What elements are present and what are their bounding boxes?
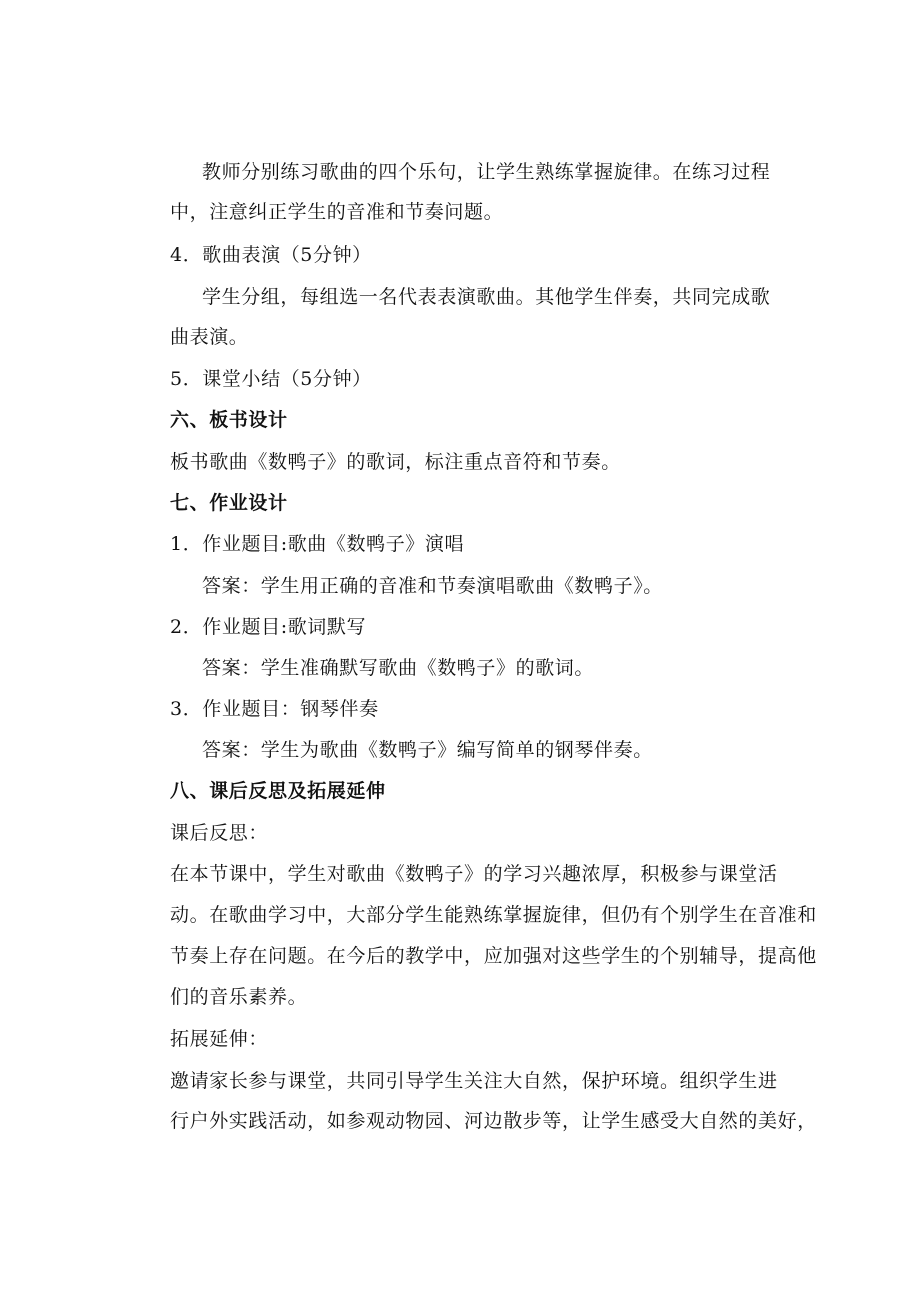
homework-answer-3: 答案：学生为歌曲《数鸭子》编写简单的钢琴伴奏。 bbox=[202, 739, 653, 761]
paragraph-line: 在本节课中，学生对歌曲《数鸭子》的学习兴趣浓厚，积极参与课堂活 bbox=[170, 863, 778, 885]
reflection-label: 课后反思： bbox=[170, 822, 269, 844]
paragraph-line: 板书歌曲《数鸭子》的歌词，标注重点音符和节奏。 bbox=[170, 451, 621, 473]
section-heading-8: 八、课后反思及拓展延伸 bbox=[170, 780, 386, 802]
paragraph-line: 们的音乐素养。 bbox=[170, 986, 308, 1008]
section-heading-6: 六、板书设计 bbox=[170, 409, 288, 431]
paragraph-line: 中，注意纠正学生的音准和节奏问题。 bbox=[170, 201, 504, 223]
paragraph-line: 动。在歌曲学习中，大部分学生能熟练掌握旋律，但仍有个别学生在音准和 bbox=[170, 904, 817, 926]
extension-label: 拓展延伸： bbox=[170, 1028, 269, 1050]
list-item-5: 5．课堂小结（5分钟） bbox=[170, 368, 372, 390]
homework-title-2: 2．作业题目:歌词默写 bbox=[170, 616, 367, 638]
homework-title-3: 3．作业题目：钢琴伴奏 bbox=[170, 698, 379, 720]
paragraph-line: 学生分组，每组选一名代表表演歌曲。其他学生伴奏，共同完成歌 bbox=[202, 286, 771, 308]
paragraph-line: 行户外实践活动，如参观动物园、河边散步等，让学生感受大自然的美好， bbox=[170, 1110, 817, 1132]
homework-answer-1: 答案：学生用正确的音准和节奏演唱歌曲《数鸭子》。 bbox=[202, 575, 663, 597]
paragraph-line: 邀请家长参与课堂，共同引导学生关注大自然，保护环境。组织学生进 bbox=[170, 1070, 778, 1092]
paragraph-line: 节奏上存在问题。在今后的教学中，应加强对这些学生的个别辅导，提高他 bbox=[170, 945, 817, 967]
list-item-4: 4．歌曲表演（5分钟） bbox=[170, 244, 372, 266]
paragraph-line: 曲表演。 bbox=[170, 326, 249, 348]
section-heading-7: 七、作业设计 bbox=[170, 492, 288, 514]
homework-title-1: 1．作业题目:歌曲《数鸭子》演唱 bbox=[170, 533, 465, 555]
homework-answer-2: 答案：学生准确默写歌曲《数鸭子》的歌词。 bbox=[202, 657, 595, 679]
paragraph-line: 教师分别练习歌曲的四个乐句，让学生熟练掌握旋律。在练习过程 bbox=[202, 161, 771, 183]
